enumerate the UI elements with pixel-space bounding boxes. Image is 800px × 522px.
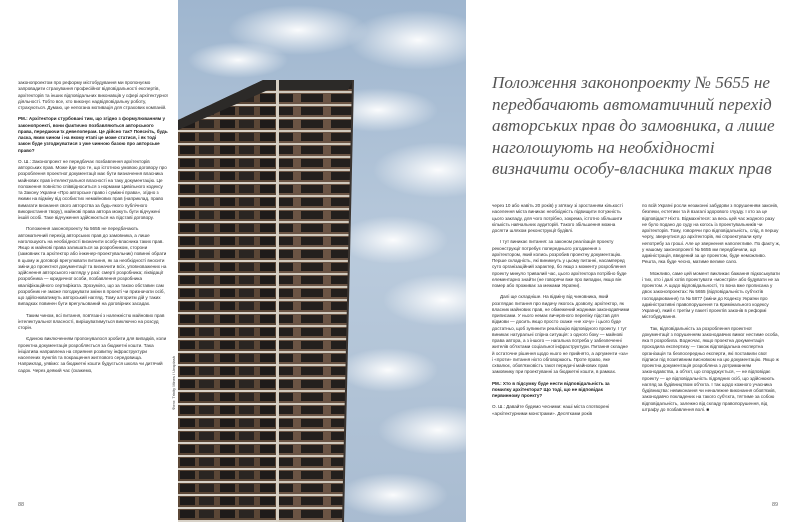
body-paragraph: Єдиною виключенням пропонувалося зробити для випадків, коли проектна документація розробляється за бюджетні кошти. Така ініціатива направлена на сприяння розвитку інфраструктури населених пунктів та покращення житлового середовища. Наприклад, уявімо: за бюджетні кошти будується школа чи дитячий садок. Через деякий час (скажемо, [18,336,167,373]
body-paragraph: по всій Україні росли незаконні забудови з порушенням законів, безпеки, естетики та й взагалі здорового глузду. І хто за це відповідає? Ніхто. Відмахнітеся: за весь цей час жодного разу не було подано до суду на когось із проектувальників чи архітекторів. Тому, говорячи про відповідальність, слід, в першу чергу, звернутися до архітекторів, які спроектували купу непотребу за гроші. Але це звернення наполегливе. По факту ж, у нашому законопроекті № 5655 ми передбачили, що адміністрація, введений за це проектом, буде неможливо. Решта, яка буде чесно, матиме велике сало. [642,203,780,265]
photo-credit: Фото: Trinity Mines / Unsplash [171,356,176,410]
page-number-left: 88 [18,502,25,508]
body-paragraph: Таким чином, всі питання, пов'язані з належністю майнових прав інтелектуальної власності, вирішуватимуться виключно на розсуд сторін. [18,312,165,330]
page-number-right: 89 [772,502,779,508]
interview-question: РМ.: Хто в підсумку буде нести відповідальність за помилку архітектора? Що тоді, що не відповідає первинному проекту? [492,380,610,398]
body-paragraph: Положення законопроекту № 5655 не передбачають автоматичний перехід авторських прав до замовника, а лише наголошують на необхідності визначити особу-власника таких прав. Якщо ж майнові права залишаться за розробником, сторони (замовник та архітектор або інженер-проектувальник) повинні обрати в цьому ж договорі врегулювати питання, як за необхідності вносити зміни до проектної документації та визначити всіх, уповноважених на здійснення авторського нагляду у разі: смерті розробника; ліквідації розробника — юридичної особи, позбавлення розробника кваліфікаційного сертифіката. Зрозуміло, що за такою обставин сам розробник не зможе погоджувати зміни в проекті чи призначати осіб, що здійснюватимуть авторський нагляд. Тому алгоритм дій у таких випадках повинен бути врегульований на договірних засадах. [18,226,167,307]
right-text-column-1 [492,203,630,422]
body-paragraph: через 10 або навіть 20 років) у зв'язку зі зростанням кількості населення міста виникає необхідність підвищити потужність цього закладу, для чого потрібно, зокрема, істотно збільшити кількість навчальних аудиторій. Такого збільшення можна досягти шляхом реконструкції будівлі. [492,203,623,233]
right-text-column-2 [642,203,780,418]
body-paragraph: І тут виникає питання: за законом реалізація проекту реконструкції потребує попереднього узгодження з архітектором, який колись розробив проектну документацію. Перше складність, які виникнуть у цьому питанні, насамперед суто організаційний характер, бо якщо з моменту розроблення проекту минуло тривалий час, цього архітектора потрібно буде елементарно знайти (не говорячи вже про випадки, якщо він помер або проживає за межами України). [492,239,627,288]
body-paragraph: Можливо, саме цей момент викликає бажання підкоськувати і тих, хто і далі хотів проектувати «монстрів» або будувати не за проектом. А щодо відповідальності, то вона вже прописана у двох законопроектах: № 5655 (відповідальність суб'єктів господарювання) та № 5877 (зміни до Кодексу України про адміністративні правопорушення та Кримінального кодексу України), який є третім у пакеті проектів законів в реформі містобудування. [642,270,780,320]
sky-and-tower-image [178,0,466,522]
building-photo [178,0,466,522]
left-text-column [18,80,168,379]
body-paragraph: О. Ш.: Давайте будемо чесними: наші міста спотворені «архітектурними монстрами». Десятками років [492,404,610,416]
pull-quote: Положення законопроекту № 5655 не передбачають автоматичний перехід авторських прав до замовника, а лише наголошують на необхідності визначити особу-власника таких прав [492,73,775,178]
body-paragraph: Так, відповідальність за розроблення проектної документації з порушенням законодавчих вимог нестиме особа, яка її розробила. Водночас, якщо проектна документація проходила експертизу — також відповідальна експертна організація та безпосередньо експерти, які поставили свої підписи під позитивним висновком на цю документацію. Якщо ж проектна документація розроблена з дотриманням законодавства, а об'єкт, що споруджується, — не відповідає проекту — це відповідальність підрядних осіб, що здійснюють нагляд за будівництвом об'єкта. І так щодо кожного учасника будівництва: невиконання чи неналежне виконання обов'язків, законодавчо покладених на такого суб'єкта, тягтиме за собою відповідальність, залежно від складу правопорушення, від штрафу до позбавлення волі. ■ [642,325,779,412]
body-paragraph: законопроектом про реформу містобудування ми пропонуємо запровадити страхування професійної відповідальності експертів, архітекторів та інших відповідальних виконавців у сфері архітектурної діяльності. Тобто все, хто виконує надвідповідальну роботу, страхуються. Думаю, це непогана мотивація для страхових компаній. [18,80,168,110]
body-paragraph: Далі ще складніше. На відміну від чиновника, який розглядає питання про видачу якогось дозволу, архітектор, як власник майнових прав, не обмежений жодними законодавчими приписами. У нього немає вичерпного переліку підстав для відмови — досить якщо просто скаже «не хочу» і цього буде достатньо, щоб зупинити реалізацію відповідного проекту. І тут виникає натуральні спірна ситуація: з одного боку — майнові права автора, а з іншого — нагальна потреба у забезпеченні жителів об'єктами соціальної інфраструктури. Питання складне й остаточне рішення щодо нього не прийнято, а аргументи «за» і «проти» питання ніхто обговорюють. Проте право, яке схвалює, обов'язковість такої передачі майнових прав замовнику при проектуванні за бюджетні кошти, в рамках. [492,294,630,375]
interview-question: РМ.: Архітектори стурбовані тим, що згідно з формулюванням у законопроекті, вони фактично позбавляються авторського права, передаючи їх девелоперам. Це дійсно так? Поясніть, будь ласка, яким чином і на якому етапі це може статися, і як тоді закон буде узгоджуватися з уже чинною базою про авторське право? [18,116,168,153]
body-paragraph: О. Ш.: Законопроект не передбачає позбавлення архітекторів авторських прав. Може йде про те, що істотною умовою договору про розроблення проектної документації має бути визначення власника майнових прав інтелектуальної власності на таку документацію. Це положення повністю співвідноситься з нормами Цивільного кодексу та Закону України «Про авторське право і суміжні права», згідно з якими на відміну від особистих немайнових прав (наприклад, право вимагати визнання свого авторства за будь-якого публічного використання твору), майнові права автора можуть бути відчужені іншій особі. Таке відчуження здійснюється на підставі договору. [18,158,167,220]
